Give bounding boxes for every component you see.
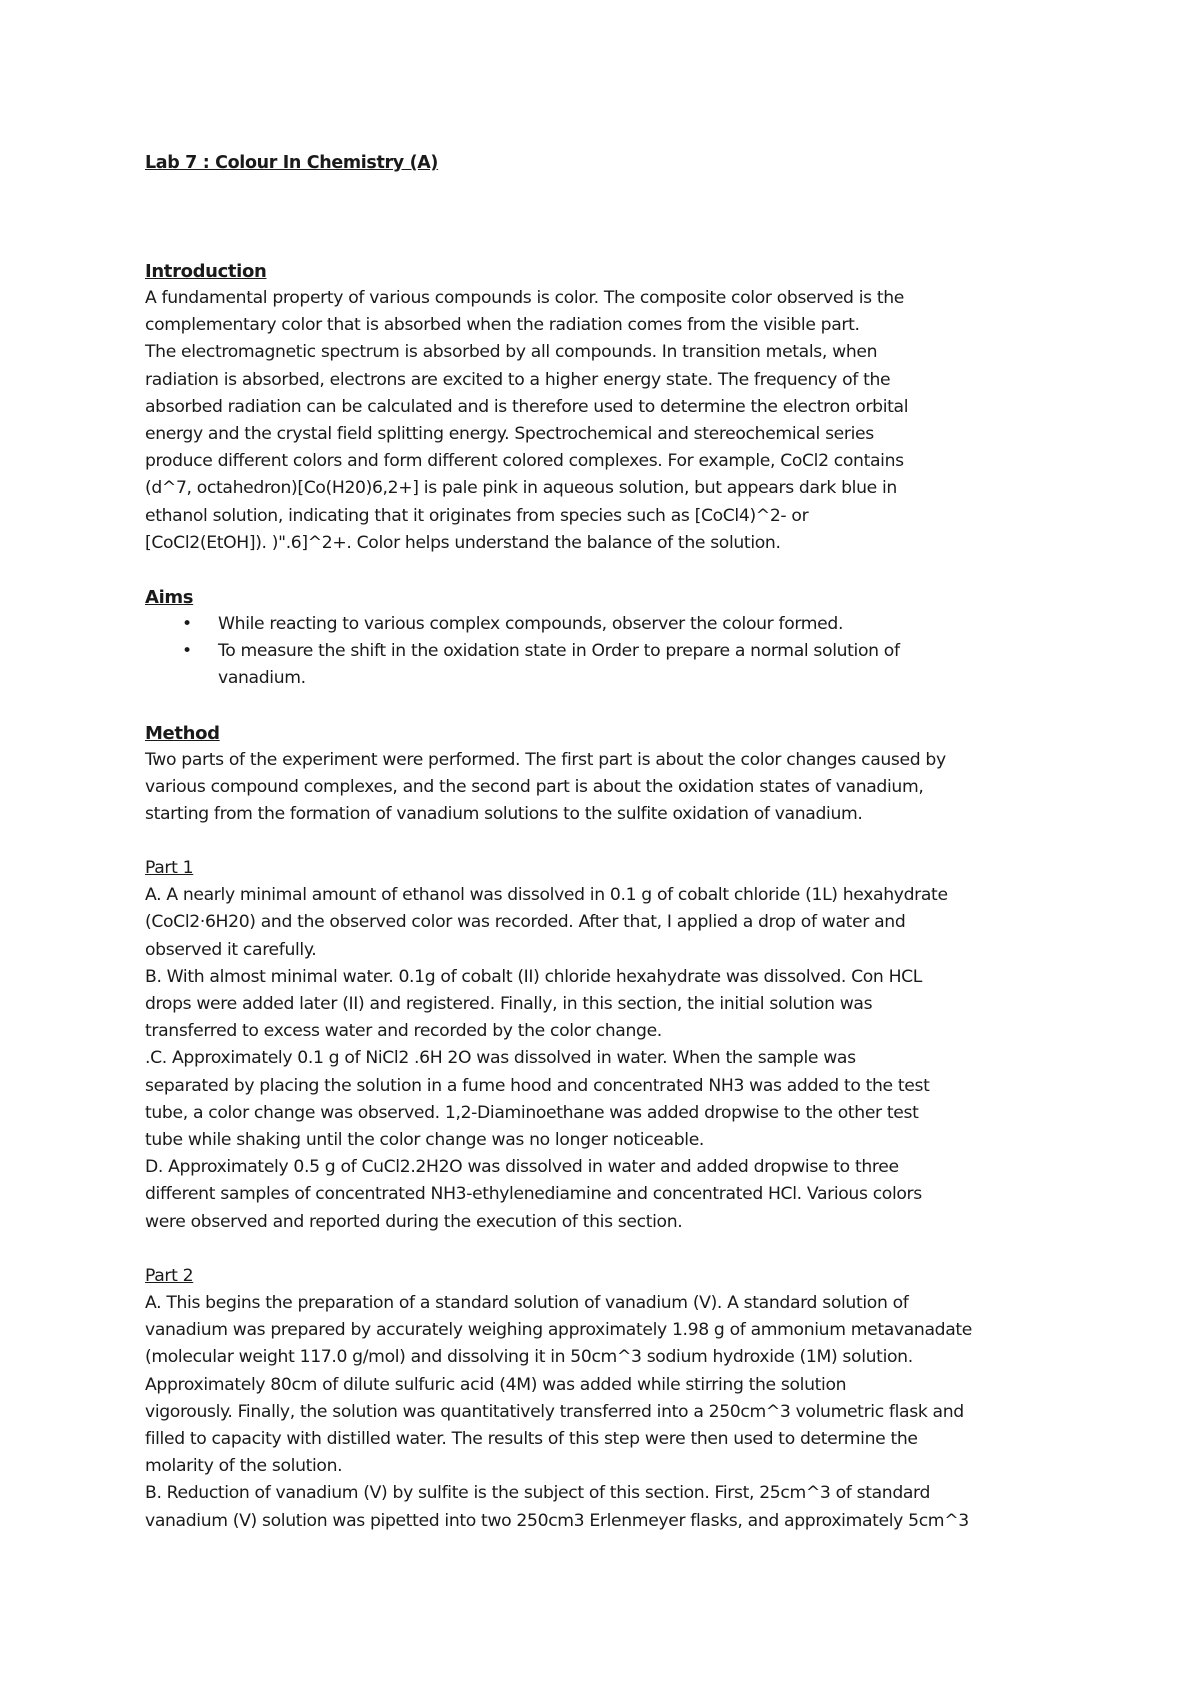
text-line: The electromagnetic spectrum is absorbed by all compounds. In transition metals, when [145, 342, 878, 363]
part2-paragraph [145, 1290, 1045, 1535]
text-line: various compound complexes, and the second part is about the oxidation states of vanadium, [145, 776, 924, 797]
text-line: (molecular weight 117.0 g/mol) and dissolving it in 50cm^3 sodium hydroxide (1M) solution. [145, 1347, 913, 1368]
text-line: radiation is absorbed, electrons are excited to a higher energy state. The frequency of the [145, 369, 891, 390]
introduction-heading: Introduction [145, 261, 267, 282]
bullet-icon: • [182, 614, 192, 635]
text-line: D. Approximately 0.5 g of CuCl2.2H2O was dissolved in water and added dropwise to three [145, 1157, 899, 1178]
text-line: vanadium (V) solution was pipetted into two 250cm3 Erlenmeyer flasks, and approximately 5cm^3 [145, 1510, 969, 1531]
text-line: A fundamental property of various compounds is color. The composite color observed is the [145, 288, 905, 308]
text-line: tube while shaking until the color change was no longer noticeable. [145, 1130, 705, 1151]
text-line: filled to capacity with distilled water. The results of this step were then used to determine the [145, 1428, 918, 1449]
text-line: ethanol solution, indicating that it originates from species such as [CoCl4)^2- or [145, 505, 809, 526]
document-page [145, 150, 1045, 1535]
text-line: .C. Approximately 0.1 g of NiCl2 .6H 2O was dissolved in water. When the sample was [145, 1048, 856, 1069]
text-line: drops were added later (II) and registered. Finally, in this section, the initial solution was [145, 994, 873, 1015]
text-line: B. With almost minimal water. 0.1g of cobalt (II) chloride hexahydrate was dissolved. Con HCL [145, 966, 923, 987]
introduction-paragraph [145, 285, 1045, 557]
text-line: (d^7, octahedron)[Co(H20)6,2+] is pale pink in aqueous solution, but appears dark blue in [145, 478, 897, 499]
text-line: Approximately 80cm of dilute sulfuric acid (4M) was added while stirring the solution [145, 1374, 847, 1395]
text-line: separated by placing the solution in a fume hood and concentrated NH3 was added to the test [145, 1075, 930, 1096]
spacer [145, 693, 1045, 720]
text-line: Two parts of the experiment were performed. The first part is about the color changes caused by [145, 749, 946, 770]
spacer [145, 177, 1045, 258]
spacer [145, 1236, 1045, 1263]
bullet-icon: • [182, 641, 192, 662]
text-line: (CoCl2·6H20) and the observed color was recorded. After that, I applied a drop of water and [145, 912, 906, 933]
text-line: complementary color that is absorbed when the radiation comes from the visible part. [145, 315, 860, 336]
list-item-text: To measure the shift in the oxidation state in Order to prepare a normal solution of [218, 641, 900, 662]
list-item [145, 611, 1045, 638]
text-line: A. This begins the preparation of a standard solution of vanadium (V). A standard solution of [145, 1292, 909, 1313]
text-line: absorbed radiation can be calculated and is therefore used to determine the electron orbital [145, 396, 909, 417]
part1-heading: Part 1 [145, 858, 194, 879]
text-line: observed it carefully. [145, 939, 317, 960]
method-paragraph [145, 747, 1045, 829]
text-line: B. Reduction of vanadium (V) by sulfite is the subject of this section. First, 25cm^3 of standard [145, 1483, 931, 1504]
text-line: starting from the formation of vanadium solutions to the sulfite oxidation of vanadium. [145, 804, 863, 825]
list-item [145, 638, 1045, 692]
text-line: vigorously. Finally, the solution was quantitatively transferred into a 250cm^3 volumetric flask and [145, 1401, 964, 1422]
text-line: transferred to excess water and recorded by the color change. [145, 1021, 662, 1042]
text-line: produce different colors and form different colored complexes. For example, CoCl2 contains [145, 451, 904, 472]
aims-heading: Aims [145, 587, 194, 609]
text-line: different samples of concentrated NH3-ethylenediamine and concentrated HCl. Various colors [145, 1184, 922, 1205]
spacer [145, 828, 1045, 855]
text-line: [CoCl2(EtOH]). )".6]^2+. Color helps understand the balance of the solution. [145, 532, 781, 553]
text-line: were observed and reported during the execution of this section. [145, 1211, 683, 1232]
spacer [145, 557, 1045, 584]
list-item-text: While reacting to various complex compounds, observer the colour formed. [218, 614, 844, 635]
list-item-text: vanadium. [218, 668, 306, 689]
text-line: A. A nearly minimal amount of ethanol was dissolved in 0.1 g of cobalt chloride (1L) hexahydrate [145, 885, 948, 906]
text-line: vanadium was prepared by accurately weighing approximately 1.98 g of ammonium metavanadate [145, 1320, 973, 1341]
text-line: molarity of the solution. [145, 1456, 343, 1477]
text-line: energy and the crystal field splitting energy. Spectrochemical and stereochemical series [145, 424, 874, 445]
aims-list [145, 611, 1045, 693]
document-title: Lab 7 : Colour In Chemistry (A) [145, 153, 439, 173]
text-line: tube, a color change was observed. 1,2-Diaminoethane was added dropwise to the other test [145, 1102, 919, 1123]
method-heading: Method [145, 722, 220, 744]
part2-heading: Part 2 [145, 1265, 194, 1286]
part1-paragraph [145, 882, 1045, 1236]
